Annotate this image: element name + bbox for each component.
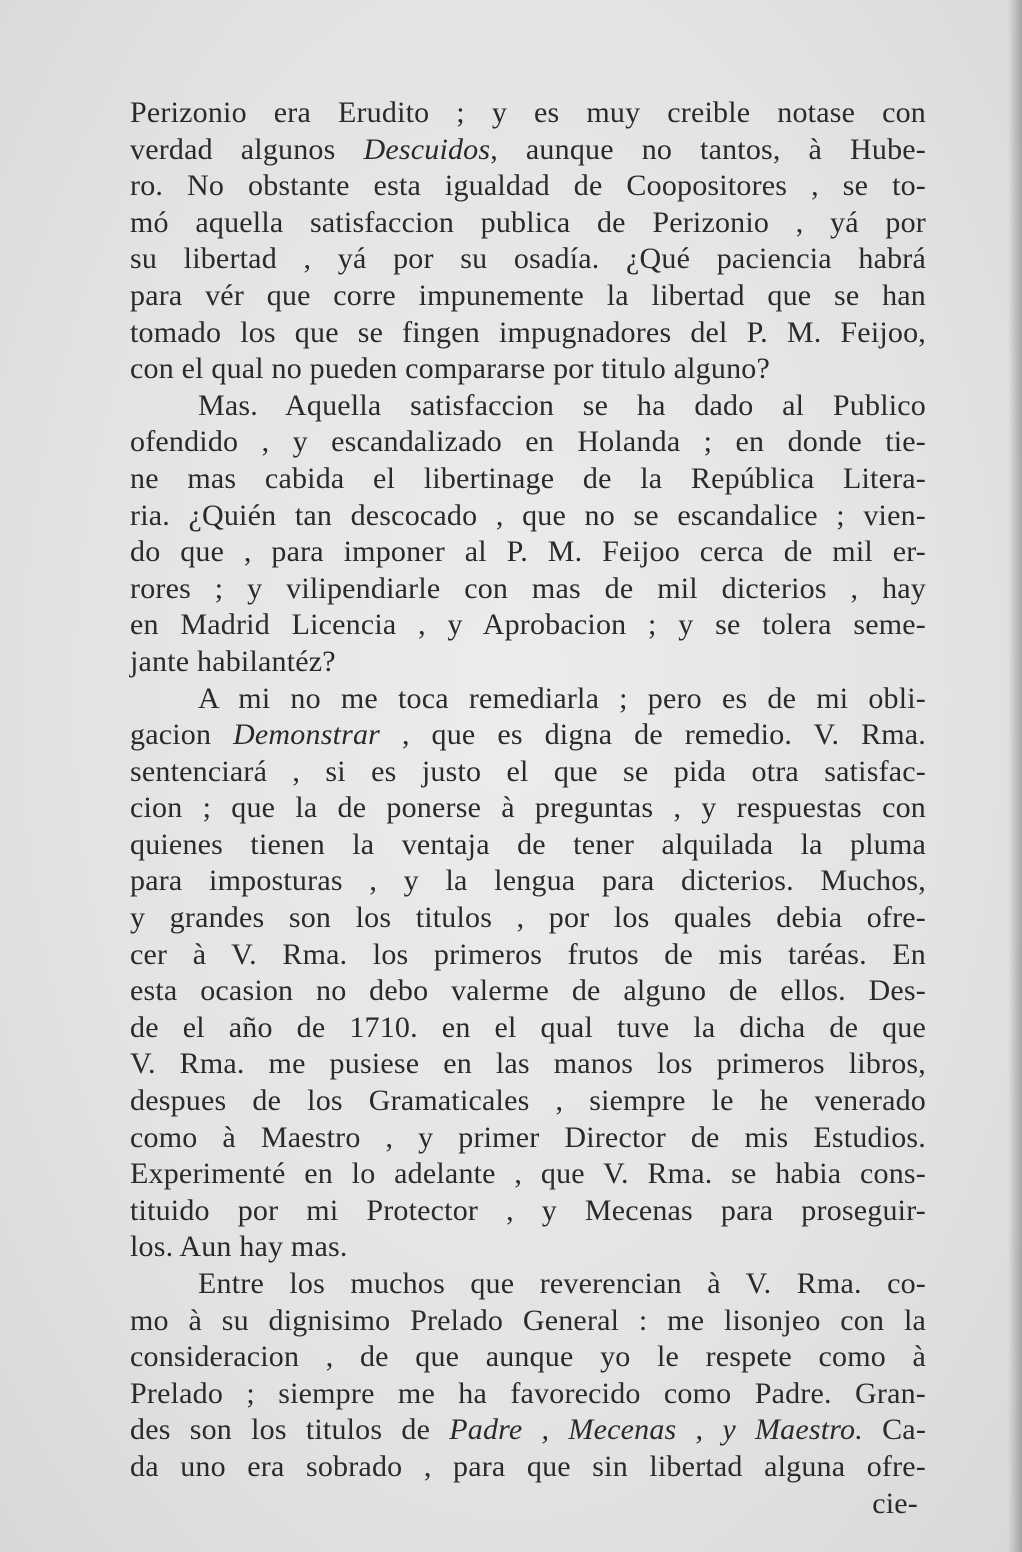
text-line: su libertad , yá por su osadía. ¿Qué paciencia habrá [130,242,926,276]
text-line: mo à su dignisimo Prelado General : me lisonjeo con la [130,1303,926,1337]
paragraph-start: Mas. Aquella satisfaccion se ha dado al Publico [198,388,926,422]
text-line: cion ; que la de ponerse à preguntas , y respuestas con [130,791,926,825]
text-line: do que , para imponer al P. M. Feijoo cerca de mil er- [130,535,926,569]
text-line: da uno era sobrado , para que sin libertad alguna ofre- [130,1449,926,1483]
italic-term: Demonstrar [233,718,381,752]
paragraph-start: A mi no me toca remediarla ; pero es de mi obli- [198,681,926,715]
paragraph-start: Entre los muchos que reverencian à V. Rma. co- [198,1267,926,1300]
text-line: como à Maestro , y primer Director de mis Estudios. [130,1120,926,1154]
italic-term: Descuidos [363,132,491,166]
text-line: con el qual no pueden compararse por titulo alguno? [130,352,770,386]
text-line: ria. ¿Quién tan descocado , que no se escandalice ; vien- [130,498,926,532]
text-line: esta ocasion no debo valerme de alguno de ellos. Des- [130,974,926,1008]
text-line: verdad algunos Descuidos, aunque no tantos, à Hube- [130,132,926,166]
text-line: despues de los Gramaticales , siempre le he venerado [130,1084,926,1118]
italic-term: Padre , Mecenas , y Maestro. [449,1413,863,1447]
text-line: los. Aun hay mas. [130,1230,348,1264]
page-edge-shadow [1008,0,1022,1552]
text-line: para imposturas , y la lengua para dicterios. Muchos, [130,864,926,898]
text-line: rores ; y vilipendiarle con mas de mil dicterios , hay [130,571,926,605]
text-line: tituido por mi Protector , y Mecenas para proseguir- [130,1193,926,1227]
catchword: cie- [872,1486,918,1520]
text-line: para vér que corre impunemente la libertad que se han [130,278,926,312]
text-line: de el año de 1710. en el qual tuve la dicha de que [130,1010,926,1044]
text-line: ne mas cabida el libertinage de la República Litera- [130,461,926,495]
text-line: cer à V. Rma. los primeros frutos de mis taréas. En [130,937,926,971]
text-line: Experimenté en lo adelante , que V. Rma. se habia cons- [130,1157,926,1191]
text-line: quienes tienen la ventaja de tener alquilada la pluma [130,827,926,861]
text-line: gacion Demonstrar , que es digna de remedio. V. Rma. [130,718,926,752]
text-line: consideracion , de que aunque yo le respete como à [130,1340,926,1374]
text-line: y grandes son los titulos , por los quales debia ofre- [130,901,926,935]
text-line: en Madrid Licencia , y Aprobacion ; y se tolera seme- [130,608,926,642]
text-line: sentenciará , si es justo el que se pida otra satisfac- [130,754,926,788]
text-line: ro. No obstante esta igualdad de Coopositores , se to- [130,169,926,203]
text-line: tomado los que se fingen impugnadores del P. M. Feijoo, [130,315,926,349]
text-line: ofendido , y escandalizado en Holanda ; en donde tie- [130,425,926,459]
text-line: jante habilantéz? [130,644,336,678]
body-text [130,95,926,1522]
text-line: Perizonio era Erudito ; y es muy creible notase con [130,96,926,129]
text-line: des son los titulos de Padre , Mecenas , y Maestro. Ca- [130,1413,927,1447]
text-line: V. Rma. me pusiese en las manos los primeros libros, [130,1047,926,1081]
text-line: mó aquella satisfaccion publica de Perizonio , yá por [130,205,926,239]
text-line: Prelado ; siempre me ha favorecido como Padre. Gran- [130,1376,926,1410]
